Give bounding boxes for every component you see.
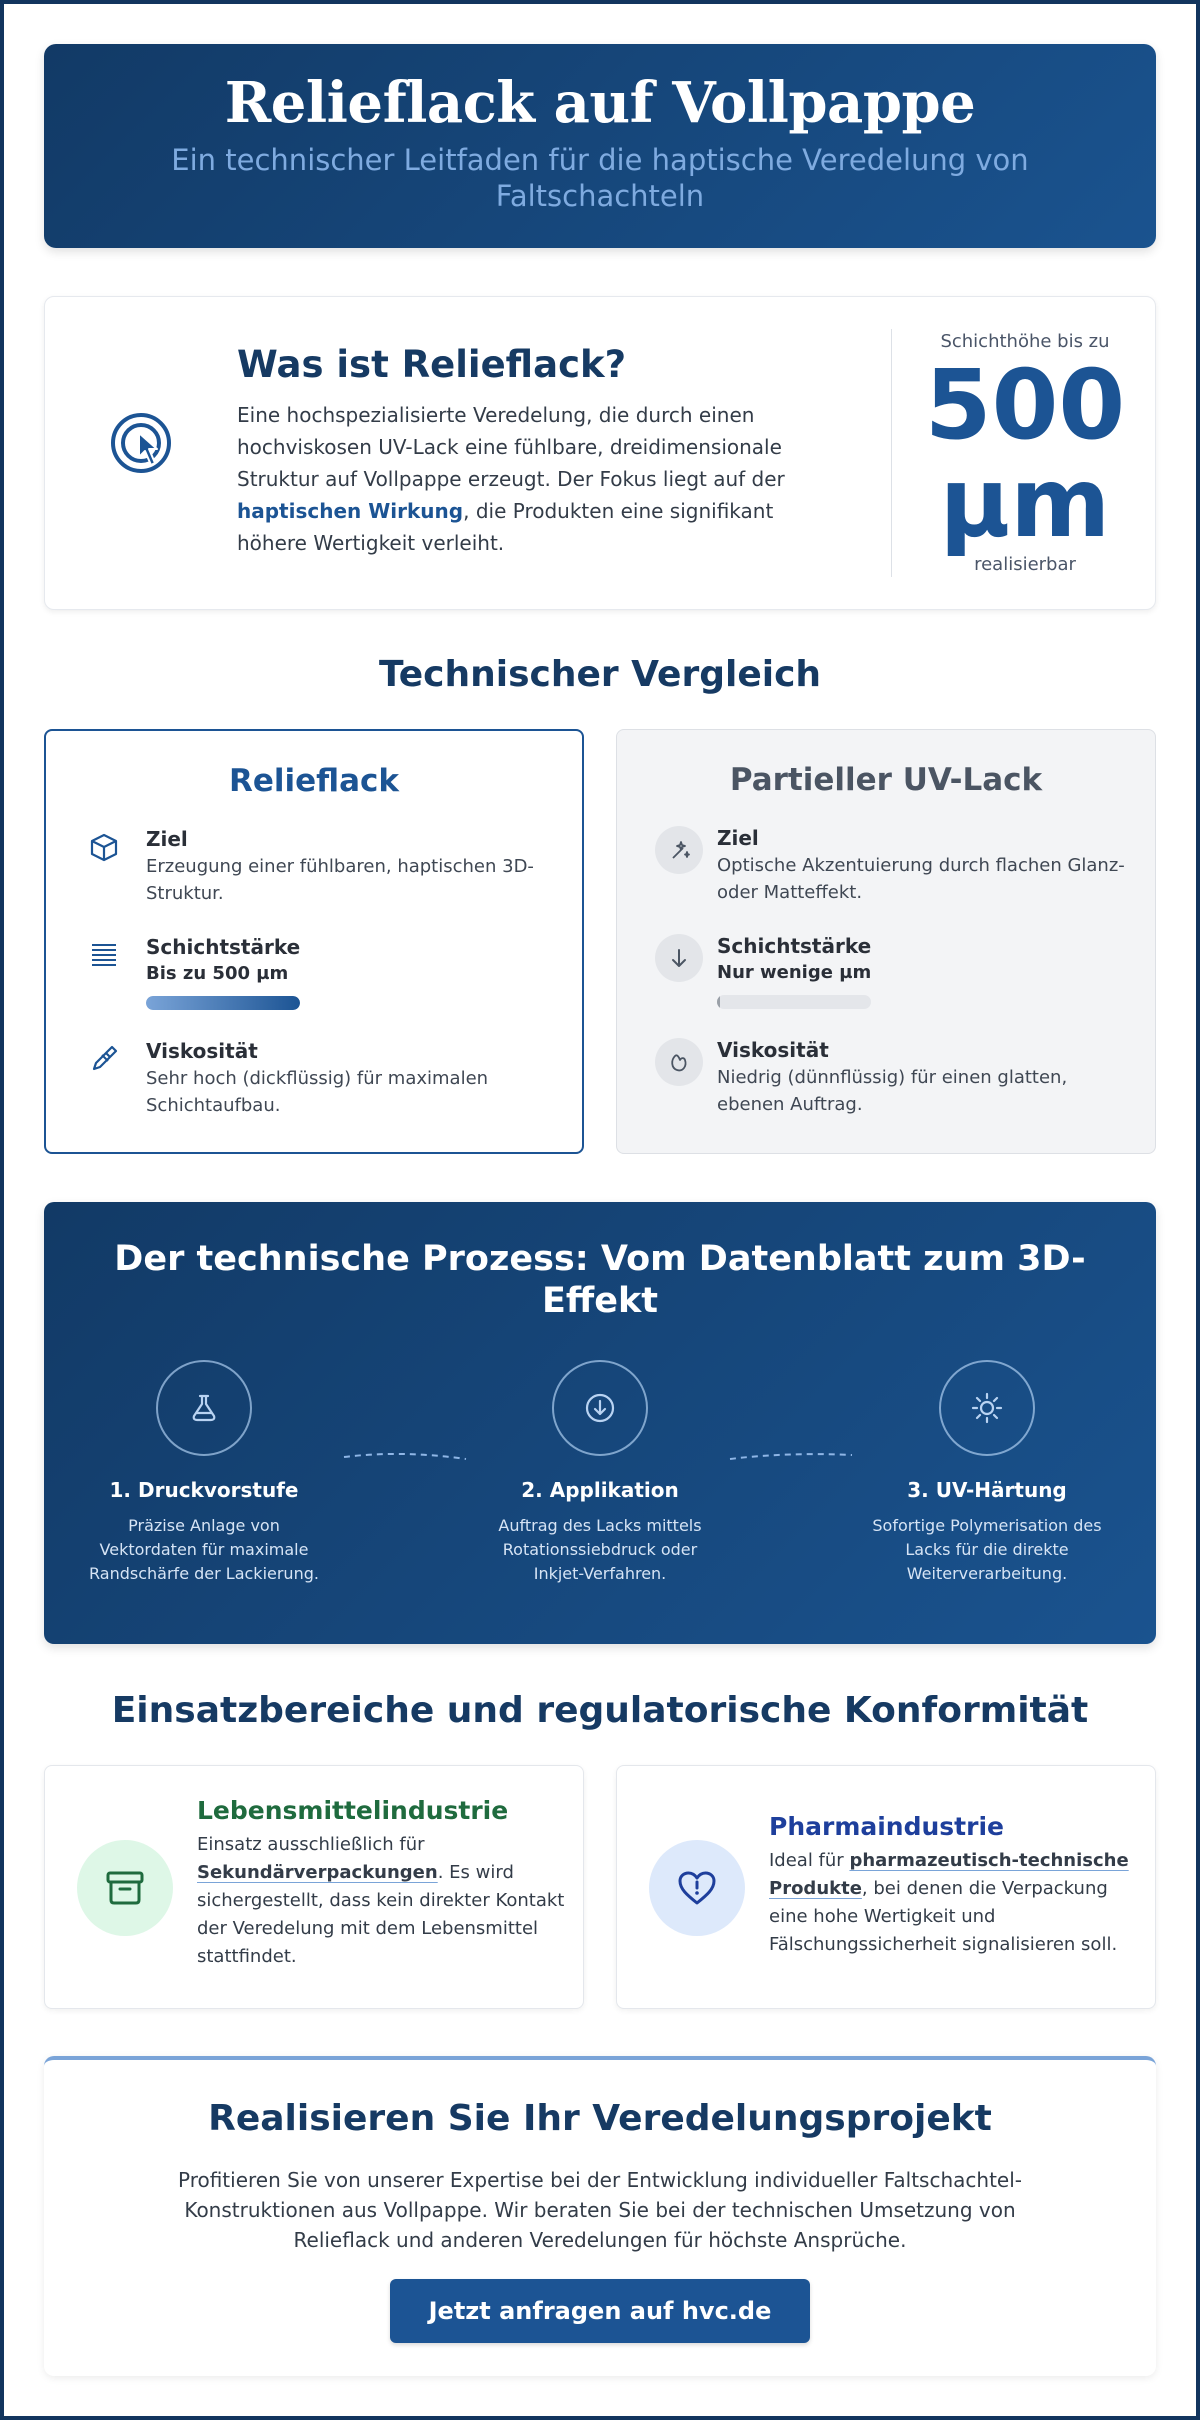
relief-goal-label: Ziel	[146, 827, 188, 851]
connector-2	[728, 1450, 854, 1464]
food-title: Lebensmittelindustrie	[197, 1796, 509, 1825]
industries-title: Einsatzbereiche und regulatorische Konformität	[111, 1690, 1089, 1731]
flask-icon	[156, 1360, 252, 1456]
uv-thickness-value: Nur wenige µm	[717, 962, 872, 983]
layers-icon	[84, 935, 124, 975]
stat-value: 500	[924, 349, 1126, 461]
arrow-down-icon	[655, 934, 695, 974]
process-step-2	[450, 1360, 750, 1586]
relief-viscosity-text: Sehr hoch (dickflüssig) für maximalen Schichtaufbau.	[146, 1068, 489, 1116]
relief-viscosity-label: Viskosität	[146, 1039, 258, 1063]
relief-goal-text: Erzeugung einer fühlbaren, haptischen 3D-Struktur.	[146, 856, 534, 904]
stat-label: Schichthöhe bis zu	[940, 331, 1110, 352]
cta-text: Profitieren Sie von unserer Expertise bei der Entwicklung individueller Faltschachtel-Konstruktionen aus Vollpappe. Wir beraten Sie bei der technischen Umsetzung von Relieflack und anderen Veredelungen für höchste Ansprüche.	[177, 2168, 1022, 2252]
relief-thickness-label: Schichtstärke	[146, 935, 301, 959]
page-subtitle: Ein technischer Leitfaden für die haptische Veredelung von Faltschachteln	[171, 143, 1029, 213]
cta-button[interactable]: Jetzt anfragen auf hvc.de	[390, 2279, 810, 2343]
intro-text: Eine hochspezialisierte Veredelung, die durch einen hochviskosen UV-Lack eine fühlbare, dreidimensionale Struktur auf Vollpappe erzeugt. Der Fokus liegt auf der haptischen Wirkung, die Produkten eine signifikant höhere Wertigkeit verleiht.	[237, 403, 785, 555]
relief-card	[44, 729, 584, 1154]
comparison-title: Technischer Vergleich	[378, 654, 822, 695]
process-title: Der technische Prozess: Vom Datenblatt zum 3D-Effekt	[114, 1239, 1086, 1321]
uv-card	[616, 729, 1156, 1154]
pharma-title: Pharmaindustrie	[769, 1812, 1004, 1841]
step-1-title: 1. Druckvorstufe	[109, 1478, 299, 1502]
archive-box-icon	[77, 1840, 173, 1936]
intro-highlight: haptischen Wirkung	[237, 499, 464, 523]
uv-thickness-label: Schichtstärke	[717, 934, 872, 958]
uv-title: Partieller UV-Lack	[729, 762, 1043, 798]
download-circle-icon	[552, 1360, 648, 1456]
uv-goal-text: Optische Akzentuierung durch flachen Glanz- oder Matteffekt.	[717, 855, 1125, 903]
uv-viscosity-text: Niedrig (dünnflüssig) für einen glatten, ebenen Auftrag.	[717, 1067, 1068, 1115]
sun-icon	[939, 1360, 1035, 1456]
process-section	[44, 1202, 1156, 1644]
cube-icon	[84, 827, 124, 867]
food-text: Einsatz ausschließlich für Sekundärverpackungen. Es wird sichergestellt, dass kein direkter Kontakt der Veredelung mit dem Lebensmittel stattfindet.	[197, 1834, 565, 1967]
dropper-icon	[84, 1039, 124, 1079]
relief-title: Relieflack	[228, 763, 400, 799]
relief-thickness-value: Bis zu 500 µm	[146, 963, 289, 984]
intro-card	[44, 296, 1156, 610]
food-card	[44, 1765, 584, 2009]
step-3-text: Sofortige Polymerisation des Lacks für die direkte Weiterverarbeitung.	[872, 1516, 1102, 1583]
step-2-text: Auftrag des Lacks mittels Rotationssiebdruck oder Inkjet-Verfahren.	[498, 1516, 702, 1583]
pharma-card	[616, 1765, 1156, 2009]
uv-viscosity-label: Viskosität	[717, 1038, 829, 1062]
touch-target-icon	[105, 407, 185, 487]
stat-unit: µm	[939, 447, 1111, 559]
process-step-1	[54, 1360, 354, 1586]
pharma-text: Ideal für pharmazeutisch-technische Produkte, bei denen die Verpackung eine hohe Wertigkeit und Fälschungssicherheit signalisieren soll.	[769, 1850, 1129, 1955]
cta-title: Realisieren Sie Ihr Veredelungsprojekt	[208, 2098, 992, 2139]
step-2-title: 2. Applikation	[521, 1478, 679, 1502]
page-title: Relieflack auf Vollpappe	[224, 70, 976, 136]
hero-header	[44, 44, 1156, 248]
stat-block	[893, 331, 1157, 575]
sparkle-icon	[655, 826, 695, 866]
step-1-text: Präzise Anlage von Vektordaten für maximale Randschärfe der Lackierung.	[89, 1516, 319, 1583]
food-highlight: Sekundärverpackungen	[197, 1862, 438, 1883]
intro-divider	[891, 329, 892, 577]
pharma-highlight: pharmazeutisch-technische Produkte	[769, 1850, 1129, 1899]
heart-pulse-icon	[649, 1840, 745, 1936]
uv-goal-label: Ziel	[717, 826, 759, 850]
uv-thickness-bar	[717, 995, 871, 1009]
step-3-title: 3. UV-Härtung	[907, 1478, 1067, 1502]
uv-thickness-fill	[717, 995, 720, 1009]
relief-thickness-bar	[146, 996, 300, 1010]
intro-heading: Was ist Relieflack?	[237, 343, 627, 386]
relief-thickness-fill	[146, 996, 300, 1010]
cta-section	[44, 2056, 1156, 2376]
stat-sublabel: realisierbar	[974, 554, 1076, 575]
process-step-3	[837, 1360, 1137, 1586]
droplet-icon	[655, 1038, 695, 1078]
